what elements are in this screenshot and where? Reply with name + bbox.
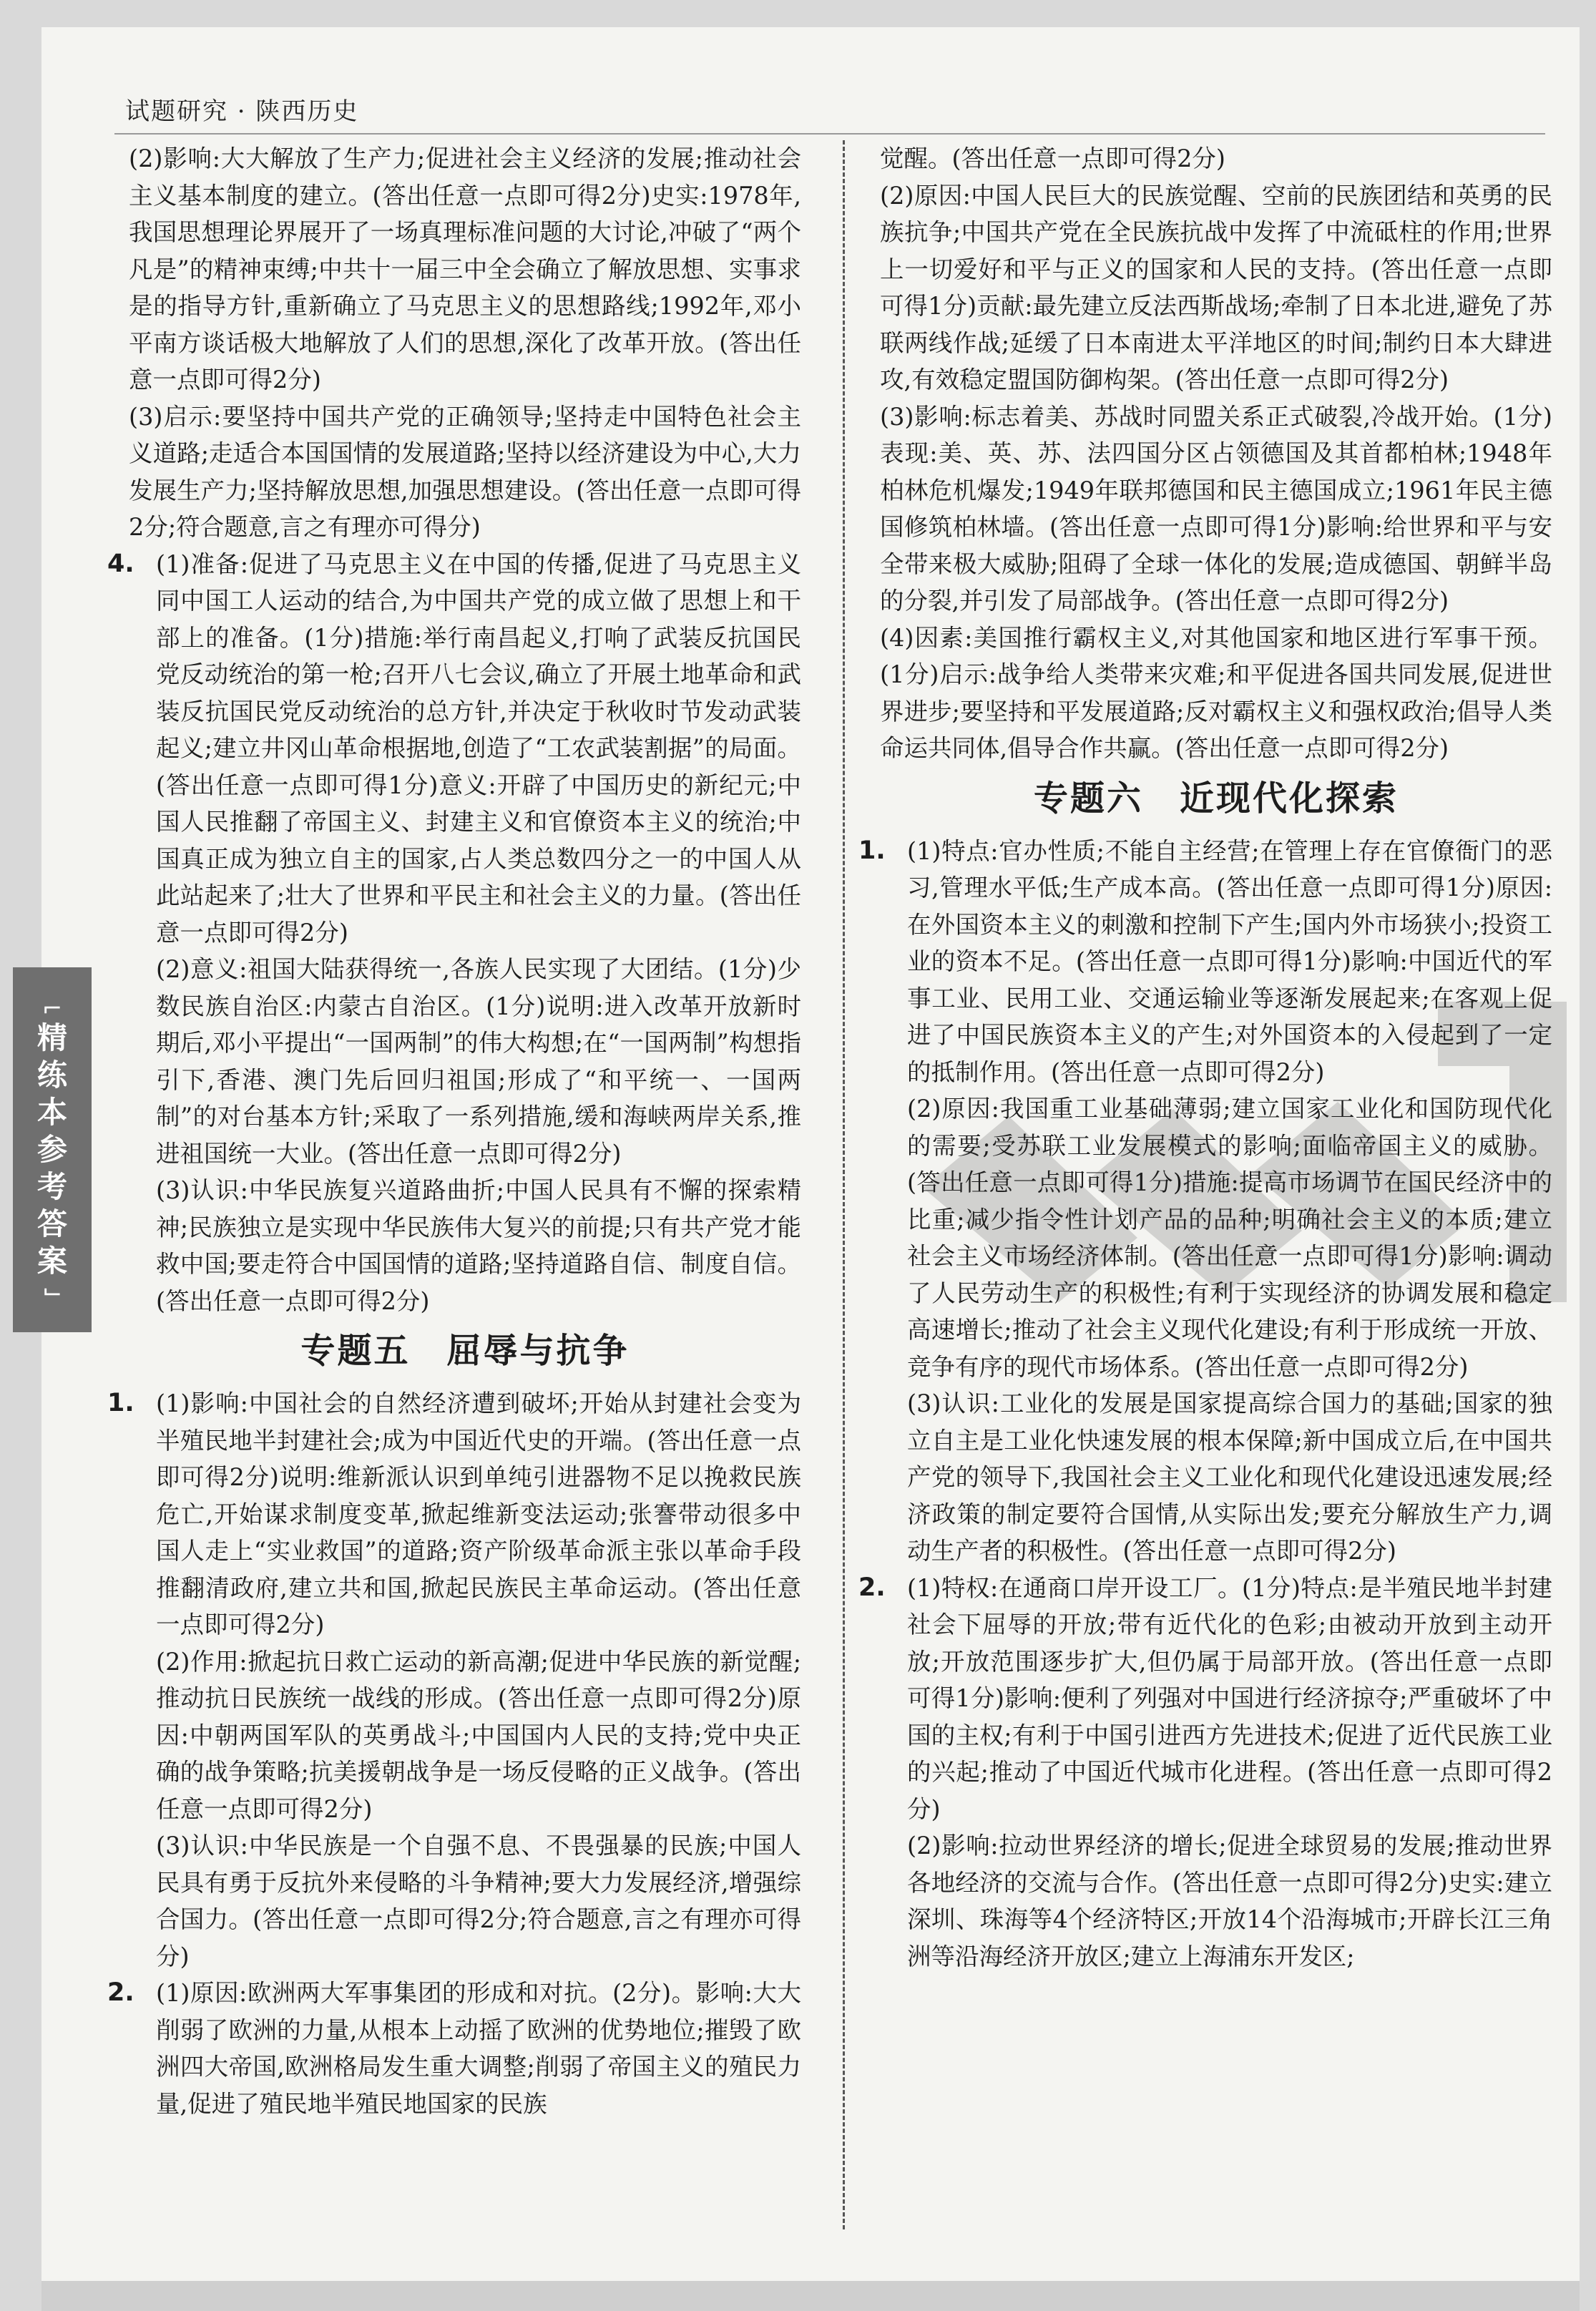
question-4 <box>107 546 801 1320</box>
section-title: 专题五 屈辱与抗争 <box>300 1331 630 1371</box>
paragraph: (2)意义:祖国大陆获得统一,各族人民实现了大团结。(1分)少数民族自治区:内蒙古自治区。(1分)说明:进入改革开放新时期后,邓小平提出“一国两制”的伟大构想;在“一国两制”构想指引下,香港、澳门先后回归祖国;形成了“和平统一、一国两制”的对台基本方针;采取了一系列措施,缓和海峡两岸关系,推进祖国统一大业。(答出任意一点即可得2分) <box>156 955 801 1168</box>
column-divider <box>843 140 845 2229</box>
paragraph: (2)原因:我国重工业基础薄弱;建立国家工业化和国防现代化的需要;受苏联工业发展模式的影响;面临帝国主义的威胁。(答出任意一点即可得1分)措施:提高市场调节在国民经济中的比重;减少指令性计划产品的品种;明确社会主义的本质;建立社会主义市场经济体制。(答出任意一点即可得1分)影响:调动了人民劳动生产的积极性;有利于实现经济的协调发展和稳定高速增长;推动了社会主义现代化建设;有利于形成统一开放、竞争有序的现代市场体系。(答出任意一点即可得2分) <box>907 1095 1552 1381</box>
paragraph: 觉醒。(答出任意一点即可得2分) <box>880 145 1225 172</box>
header-rule <box>114 133 1545 135</box>
left-column <box>107 140 801 2122</box>
paragraph: (3)启示:要坚持中国共产党的正确领导;坚持走中国特色社会主义道路;走适合本国国情的发展道路;坚持以经济建设为中心,大力发展生产力;坚持解放思想,加强思想建设。(答出任意一点即可得2分;符合题意,言之有理亦可得分) <box>129 402 801 541</box>
side-tab-char: 考 <box>36 1169 67 1204</box>
paragraph: (1)原因:欧洲两大军事集团的形成和对抗。(2分)。影响:大大削弱了欧洲的力量,从根本上动摇了欧洲的优势地位;摧毁了欧洲四大帝国,欧洲格局发生重大调整;削弱了帝国主义的殖民力量,促进了殖民地半殖民地国家的民族 <box>156 1979 801 2118</box>
question-2 <box>858 1570 1552 1975</box>
paragraph: (2)影响:大大解放了生产力;促进社会主义经济的发展;推动社会主义基本制度的建立。(答出任意一点即可得2分)史实:1978年,我国思想理论界展开了一场真理标准问题的大讨论,冲破了“两个凡是”的精神束缚;中共十一届三中全会确立了解放思想、实事求是的指导方针,重新确立了马克思主义的思想路线;1992年,邓小平南方谈话极大地解放了人们的思想,深化了改革开放。(答出任意一点即可得2分) <box>129 145 801 394</box>
side-tab: ⌐ 精 练 本 参 考 答 案 ⌙ <box>13 967 92 1332</box>
paragraph: (3)认识:中华民族是一个自强不息、不畏强暴的民族;中国人民具有勇于反抗外来侵略的斗争精神;要大力发展经济,增强综合国力。(答出任意一点即可得2分;符合题意,言之有理亦可得分) <box>156 1832 801 1970</box>
side-tab-char: 参 <box>36 1132 67 1167</box>
paragraph: (3)认识:中华民族复兴道路曲折;中国人民具有不懈的探索精神;民族独立是实现中华民族伟大复兴的前提;只有共产党才能救中国;要走符合中国国情的道路;坚持道路自信、制度自信。(答出任意一点即可得2分) <box>156 1176 801 1315</box>
question-number: 4. <box>107 549 134 578</box>
question-1 <box>858 833 1552 1570</box>
side-tab-char: 答 <box>36 1206 67 1241</box>
paragraph: (2)原因:中国人民巨大的民族觉醒、空前的民族团结和英勇的民族抗争;中国共产党在全民族抗战中发挥了中流砥柱的作用;世界上一切爱好和平与正义的国家和人民的支持。(答出任意一点即可得1分)贡献:最先建立反法西斯战场;牵制了日本北进,避免了苏联两线作战;延缓了日本南进太平洋地区的时间;制约日本大肆进攻,有效稳定盟国防御构架。(答出任意一点即可得2分) <box>880 181 1552 394</box>
question-number: 1. <box>858 836 886 865</box>
question-number: 1. <box>107 1389 134 1417</box>
question-2 <box>107 1975 801 2122</box>
paragraph: (1)准备:促进了马克思主义在中国的传播,促进了马克思主义同中国工人运动的结合,为中国共产党的成立做了思想上和干部上的准备。(1分)措施:举行南昌起义,打响了武装反抗国民党反动统治的第一枪;召开八七会议,确立了开展土地革命和武装反抗国民党反动统治的总方针,并决定于秋收时节发动武装起义;建立井冈山革命根据地,创造了“工农武装割据”的局面。(答出任意一点即可得1分)意义:开辟了中国历史的新纪元;中国人民推翻了帝国主义、封建主义和官僚资本主义的统治;中国真正成为独立自主的国家,占人类总数四分之一的中国人从此站起来了;壮大了世界和平民主和社会主义的力量。(答出任意一点即可得2分) <box>156 549 801 947</box>
paragraph: (1)特权:在通商口岸开设工厂。(1分)特点:是半殖民地半封建社会下屈辱的开放;带有近代化的色彩;由被动开放到主动开放;开放范围逐步扩大,但仍属于局部开放。(答出任意一点即可得1分)影响:便利了列强对中国进行经济掠夺;严重破坏了中国的主权;有利于中国引进西方先进技术;促进了近代民族工业的兴起;推动了中国近代城市化进程。(答出任意一点即可得2分) <box>907 1573 1552 1823</box>
paragraph: (1)影响:中国社会的自然经济遭到破坏;开始从封建社会变为半殖民地半封建社会;成为中国近代史的开端。(答出任意一点即可得2分)说明:维新派认识到单纯引进器物不足以挽救民族危亡,开始谋求制度变革,掀起维新变法运动;张謇带动很多中国人走上“实业救国”的道路;资产阶级革命派主张以革命手段推翻清政府,建立共和国,掀起民族民主革命运动。(答出任意一点即可得2分) <box>156 1389 801 1638</box>
paragraph: (2)影响:拉动世界经济的增长;促进全球贸易的发展;推动世界各地经济的交流与合作。(答出任意一点即可得2分)史实:建立深圳、珠海等4个经济特区;开放14个沿海城市;开辟长江三角洲等沿海经济开放区;建立上海浦东开发区; <box>907 1832 1552 1970</box>
question-1 <box>107 1385 801 1975</box>
side-tab-char: 精 <box>36 1020 67 1055</box>
paragraph: (2)作用:掀起抗日救亡运动的新高潮;促进中华民族的新觉醒;推动抗日民族统一战线的形成。(答出任意一点即可得2分)原因:中朝两国军队的英勇战斗;中国国内人民的支持;党中央正确的战争策略;抗美援朝战争是一场反侵略的正义战争。(答出任意一点即可得2分) <box>156 1647 801 1823</box>
section-title: 专题六 近现代化探索 <box>1033 778 1399 819</box>
side-tab-char: 本 <box>36 1095 67 1130</box>
footer-bar <box>41 2281 1580 2311</box>
side-tab-char: 练 <box>36 1057 67 1093</box>
paragraph: (1)特点:官办性质;不能自主经营;在管理上存在官僚衙门的恶习,管理水平低;生产成本高。(答出任意一点即可得1分)原因:在外国资本主义的刺激和控制下产生;国内外市场狭小;投资工业的资本不足。(答出任意一点即可得1分)影响:中国近代的军事工业、民用工业、交通运输业等逐渐发展起来;在客观上促进了中国民族资本主义的产生;对外国资本的入侵起到了一定的抵制作用。(答出任意一点即可得2分) <box>907 836 1552 1086</box>
side-tab-char: 案 <box>36 1244 67 1279</box>
right-column <box>858 140 1552 1975</box>
paragraph: (3)认识:工业化的发展是国家提高综合国力的基础;国家的独立自主是工业化快速发展的根本保障;新中国成立后,在中国共产党的领导下,我国社会主义工业化和现代化建设迅速发展;经济政策的制定要符合国情,从实际出发;要充分解放生产力,调动生产者的积极性。(答出任意一点即可得2分) <box>907 1389 1552 1565</box>
paragraph: (3)影响:标志着美、苏战时同盟关系正式破裂,冷战开始。(1分)表现:美、英、苏、法四国分区占领德国及其首都柏林;1948年柏林危机爆发;1949年联邦德国和民主德国成立;1961年民主德国修筑柏林墙。(答出任意一点即可得1分)影响:给世界和平与安全带来极大威胁;阻碍了全球一体化的发展;造成德国、朝鲜半岛的分裂,并引发了局部战争。(答出任意一点即可得2分) <box>880 402 1552 615</box>
running-header: 试题研究 · 陕西历史 <box>125 97 359 126</box>
question-number: 2. <box>858 1573 886 1602</box>
question-number: 2. <box>107 1978 134 2007</box>
paragraph: (4)因素:美国推行霸权主义,对其他国家和地区进行军事干预。(1分)启示:战争给人类带来灾难;和平促进各国共同发展,促进世界进步;要坚持和平发展道路;反对霸权主义和强权政治;倡导人类命运共同体,倡导合作共赢。(答出任意一点即可得2分) <box>880 623 1552 762</box>
